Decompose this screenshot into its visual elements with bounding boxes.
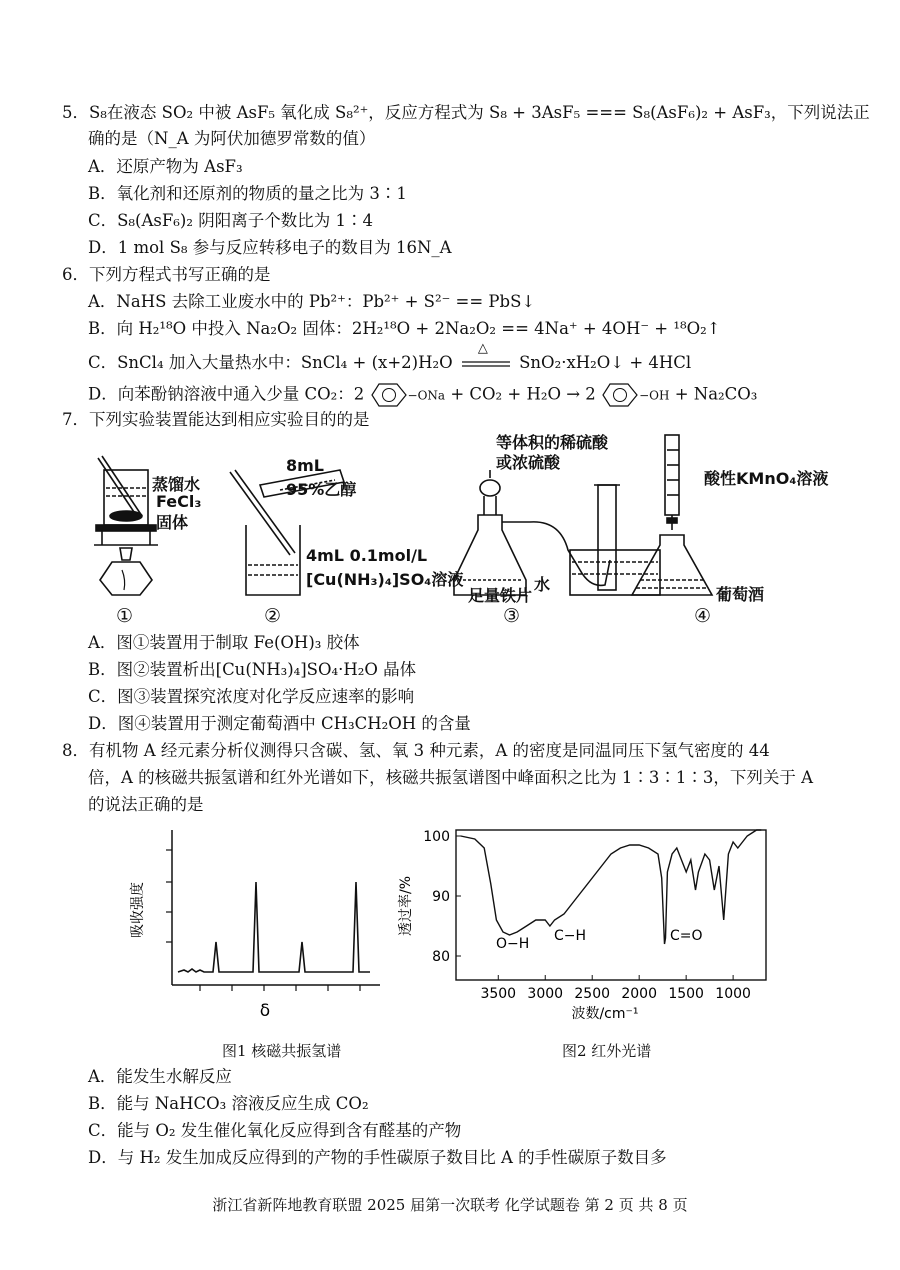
q8-option-b: B．能与 NaHCO₃ 溶液反应生成 CO₂ — [88, 1094, 369, 1113]
label-fecl3: FeCl₃ — [156, 492, 202, 511]
q5-stem-line1: 5．S₈在液态 SO₂ 中被 AsF₅ 氧化成 S₈²⁺，反应方程式为 S₈ + 3AsF₅ === S₈(AsF₆)₂ + AsF₃，下列说法正 — [62, 103, 870, 122]
page-footer: 浙江省新阵地教育联盟 2025 届第一次联考 化学试题卷 第 2 页 共 8 页 — [212, 1196, 688, 1214]
benzene-ring-icon — [370, 382, 408, 408]
nmr-spectrum-line — [178, 882, 370, 972]
ir-y-tick-label-2: 80 — [432, 949, 450, 965]
figure-2-label: ② — [264, 605, 282, 627]
q5-stem-line2: 确的是（N_A 为阿伏加德罗常数的值） — [88, 129, 376, 148]
ir-annotation-ch: C−H — [554, 928, 587, 944]
label-kmno4: 酸性KMnO₄溶液 — [704, 469, 829, 488]
label-water: 水 — [534, 575, 551, 594]
nmr-caption: 图1 核磁共振氢谱 — [222, 1042, 342, 1060]
q6-option-b: B．向 H₂¹⁸O 中投入 Na₂O₂ 固体：2H₂¹⁸O + 2Na₂O₂ == 4Na⁺ + 4OH⁻ + ¹⁸O₂↑ — [88, 319, 721, 338]
q5-option-b: B．氧化剂和还原剂的物质的量之比为 3∶1 — [88, 184, 407, 203]
ir-y-tick-label-0: 100 — [423, 829, 450, 845]
label-ethanol: 95%乙醇 — [286, 480, 357, 499]
figure-3-label: ③ — [503, 605, 521, 627]
q7-stem: 7．下列实验装置能达到相应实验目的的是 — [62, 410, 370, 429]
benzene-ring-icon — [601, 382, 639, 408]
q7-option-a: A．图①装置用于制取 Fe(OH)₃ 胶体 — [88, 633, 360, 652]
apparatus-figures — [90, 430, 790, 630]
ir-caption: 图2 红外光谱 — [562, 1042, 652, 1060]
q8-option-a: A．能发生水解反应 — [88, 1067, 232, 1086]
ir-annotation-oh: O−H — [496, 936, 530, 952]
label-solid: 固体 — [156, 513, 189, 532]
nmr-chart — [130, 820, 390, 1025]
heat-triangle-icon: △ — [477, 341, 488, 356]
ir-x-tick-label-1: 3000 — [527, 986, 564, 1002]
ir-plot-frame — [456, 830, 766, 980]
label-cu-conc: 4mL 0.1mol/L — [306, 546, 428, 565]
label-sulfuric-acid: 等体积的稀硫酸 — [496, 433, 609, 452]
ir-annotation-co: C=O — [670, 928, 703, 944]
heat-arrow — [458, 341, 514, 374]
label-8ml: 8mL — [286, 456, 324, 475]
apparatus-3 — [454, 470, 660, 595]
ir-x-tick-label-3: 2000 — [621, 986, 658, 1002]
label-wine: 葡萄酒 — [716, 585, 765, 604]
ir-spectrum-line — [461, 830, 762, 944]
label-iron: 足量铁片 — [468, 586, 533, 605]
q5-option-c: C．S₈(AsF₆)₂ 阴阳离子个数比为 1∶4 — [88, 211, 373, 230]
q6-option-a: A．NaHS 去除工业废水中的 Pb²⁺：Pb²⁺ + S²⁻ == PbS↓ — [88, 292, 536, 311]
nmr-y-label: 吸收强度 — [130, 882, 146, 938]
ir-chart — [400, 826, 780, 1026]
ir-x-tick-label-0: 3500 — [480, 986, 517, 1002]
ir-x-tick-label-2: 2500 — [574, 986, 611, 1002]
q8-stem-line1: 8．有机物 A 经元素分析仪测得只含碳、氢、氧 3 种元素，A 的密度是同温同压下氢气密度的 44 — [62, 741, 770, 760]
label-cu-solution: [Cu(NH₃)₄]SO₄溶液 — [306, 570, 464, 589]
double-line-icon — [460, 359, 512, 369]
ir-y-tick-label-1: 90 — [432, 889, 450, 905]
q8-stem-line3: 的说法正确的是 — [88, 795, 204, 814]
label-conc-sulfuric: 或浓硫酸 — [496, 453, 561, 472]
q6-stem: 6．下列方程式书写正确的是 — [62, 265, 271, 284]
figure-1-label: ① — [116, 605, 134, 627]
q8-option-d: D．与 H₂ 发生加成反应得到的产物的手性碳原子数目比 A 的手性碳原子数目多 — [88, 1148, 667, 1167]
q6-option-d: D．向苯酚钠溶液中通入少量 CO₂：2 −ONa + CO₂ + H₂O → 2 −OH + Na₂CO₃ — [88, 382, 757, 408]
ir-y-label: 透过率/% — [398, 875, 414, 937]
q6-option-c: C．SnCl₄ 加入大量热水中：SnCl₄ + (x+2)H₂O △ SnO₂·xH₂O↓ + 4HCl — [88, 352, 691, 374]
q7-option-d: D．图④装置用于测定葡萄酒中 CH₃CH₂OH 的含量 — [88, 714, 471, 733]
q7-option-c: C．图③装置探究浓度对化学反应速率的影响 — [88, 687, 415, 706]
apparatus-1 — [94, 456, 158, 595]
q7-option-b: B．图②装置析出[Cu(NH₃)₄]SO₄·H₂O 晶体 — [88, 660, 417, 679]
q8-stem-line2: 倍，A 的核磁共振氢谱和红外光谱如下，核磁共振氢谱图中峰面积之比为 1∶3∶1∶3，下列关于 A — [88, 768, 814, 787]
figure-4-label: ④ — [694, 605, 712, 627]
ir-x-label: 波数/cm⁻¹ — [571, 1006, 639, 1022]
q5-option-d: D．1 mol S₈ 参与反应转移电子的数目为 16N_A — [88, 238, 452, 257]
q8-option-c: C．能与 O₂ 发生催化氧化反应得到含有醛基的产物 — [88, 1121, 462, 1140]
nmr-x-label: δ — [259, 1001, 271, 1021]
label-distilled-water: 蒸馏水 — [152, 475, 201, 494]
q5-option-a: A．还原产物为 AsF₃ — [88, 157, 243, 176]
ir-x-tick-label-4: 1500 — [668, 986, 704, 1002]
apparatus-4 — [632, 435, 712, 595]
ir-x-tick-label-5: 1000 — [715, 986, 751, 1002]
